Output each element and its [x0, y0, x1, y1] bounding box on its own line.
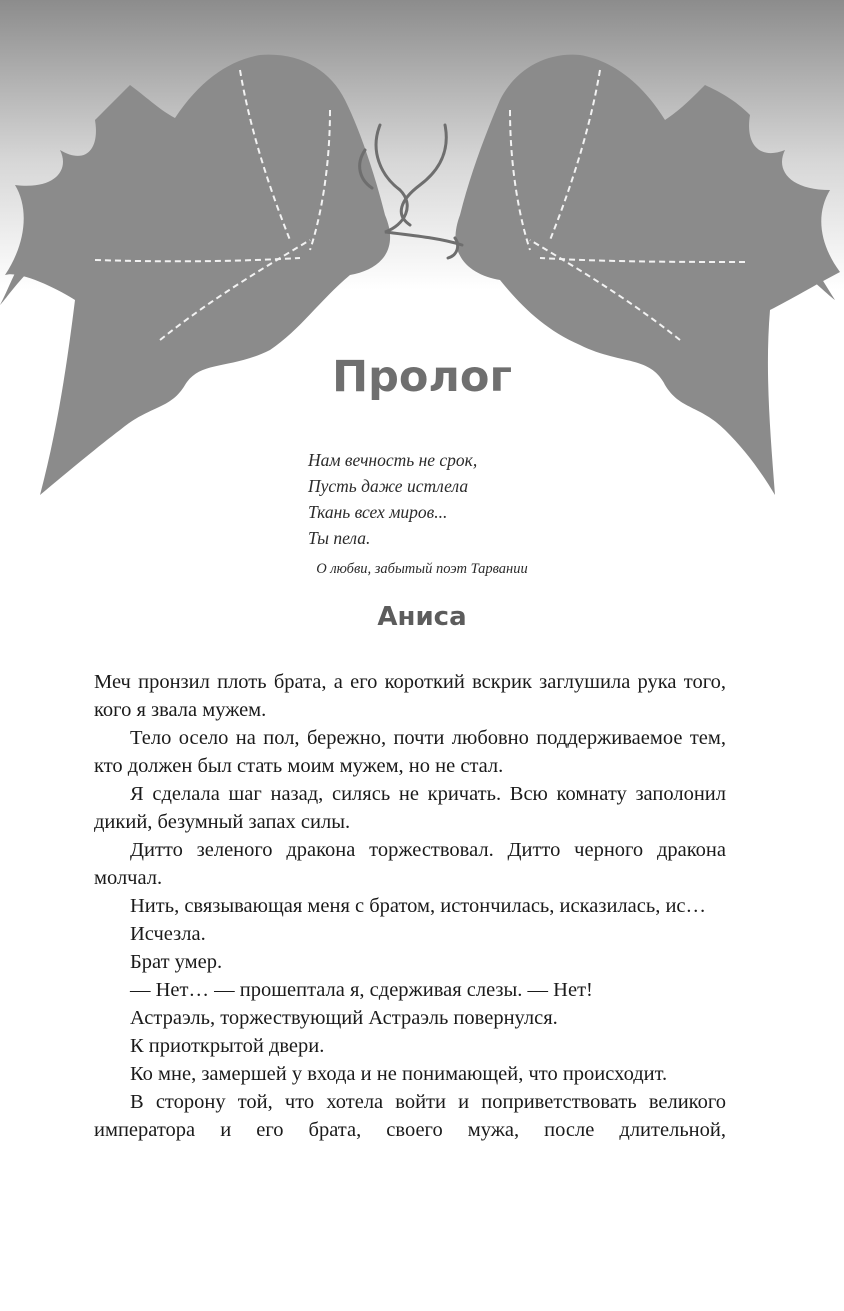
- paragraph: К приоткрытой двери.: [130, 1035, 325, 1057]
- paragraph: Нить, связывающая меня с братом, истончилась, исказилась, ис…: [130, 895, 707, 917]
- paragraph: Тело осело на пол, бережно, почти любовно поддерживаемое тем, кто должен был стать моим мужем, но не стал.: [94, 727, 726, 777]
- epigraph-line: Ты пела.: [308, 528, 371, 548]
- paragraph: Брат умер.: [130, 951, 223, 973]
- section-title: Аниса: [377, 602, 467, 632]
- paragraph: Меч пронзил плоть брата, а его короткий вскрик заглушила рука того, кого я звала мужем.: [94, 671, 726, 721]
- paragraph: Исчезла.: [130, 923, 206, 945]
- body-text: [94, 668, 726, 1144]
- epigraph-line: Пусть даже истлела: [308, 476, 469, 496]
- epigraph-line: Нам вечность не срок,: [308, 450, 478, 470]
- paragraph: Дитто зеленого дракона торжествовал. Дитто черного дракона молчал.: [94, 839, 726, 889]
- paragraph: Ко мне, замершей у входа и не понимающей, что происходит.: [130, 1063, 668, 1085]
- paragraph: Я сделала шаг назад, силясь не кричать. Всю комнату заполонил дикий, безумный запах силы.: [94, 783, 726, 833]
- epigraph: [308, 447, 477, 551]
- paragraph: Астраэль, торжествующий Астраэль повернулся.: [130, 1007, 558, 1029]
- epigraph-line: Ткань всех миров...: [308, 502, 448, 522]
- paragraph: В сторону той, что хотела войти и поприветствовать великого императора и его брата, своего мужа, после длительной,: [94, 1091, 726, 1141]
- chapter-title: Пролог: [332, 352, 512, 402]
- paragraph: — Нет… — прошептала я, сдерживая слезы. — Нет!: [130, 979, 593, 1001]
- dragon-wings-icon: [0, 0, 844, 500]
- epigraph-attribution: О любви, забытый поэт Тарвании: [316, 561, 528, 577]
